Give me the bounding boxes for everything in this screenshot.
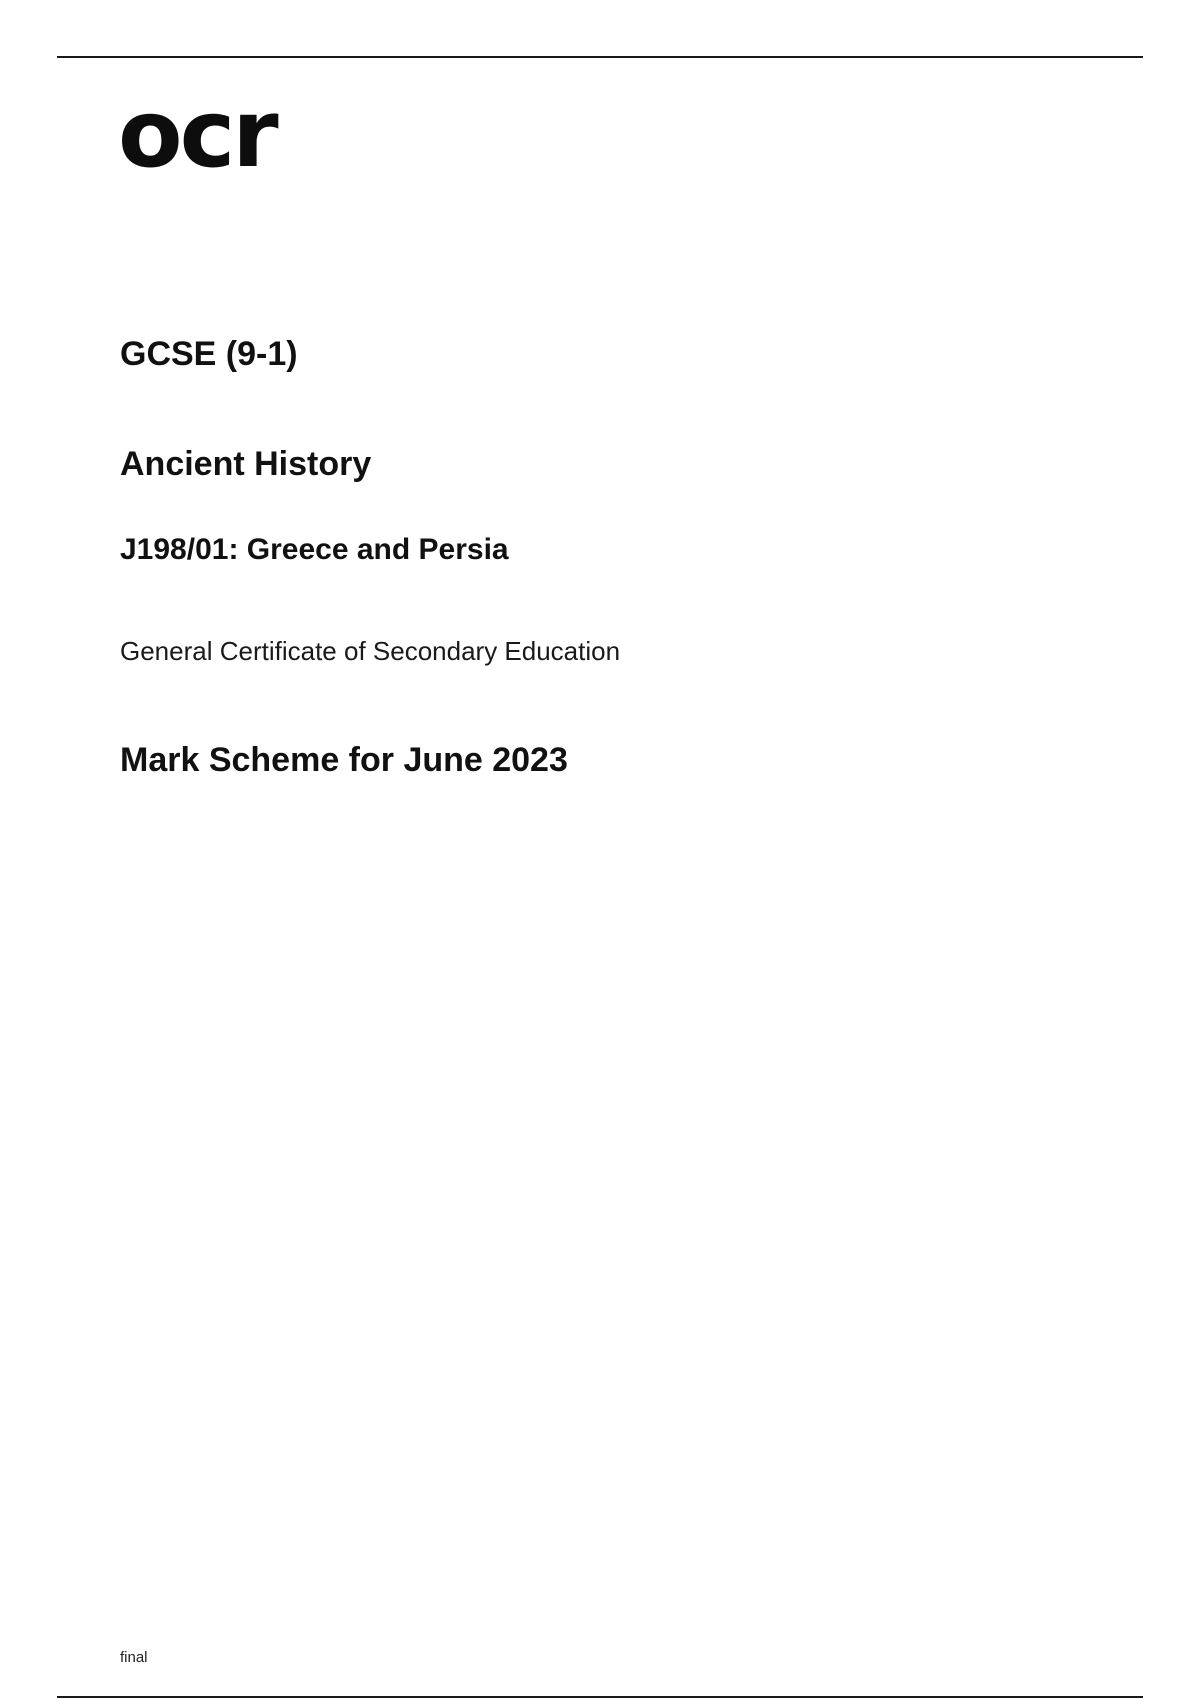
footer-note: final [120, 1649, 148, 1666]
ocr-logo: ocr [118, 80, 276, 189]
subject-heading: Ancient History [120, 445, 372, 483]
certificate-text: General Certificate of Secondary Education [120, 636, 621, 666]
unit-heading: J198/01: Greece and Persia [120, 533, 509, 566]
mark-scheme-title: Mark Scheme for June 2023 [120, 741, 568, 779]
qualification-heading: GCSE (9-1) [120, 335, 298, 373]
bottom-rule [57, 1696, 1143, 1698]
top-rule [57, 56, 1143, 58]
